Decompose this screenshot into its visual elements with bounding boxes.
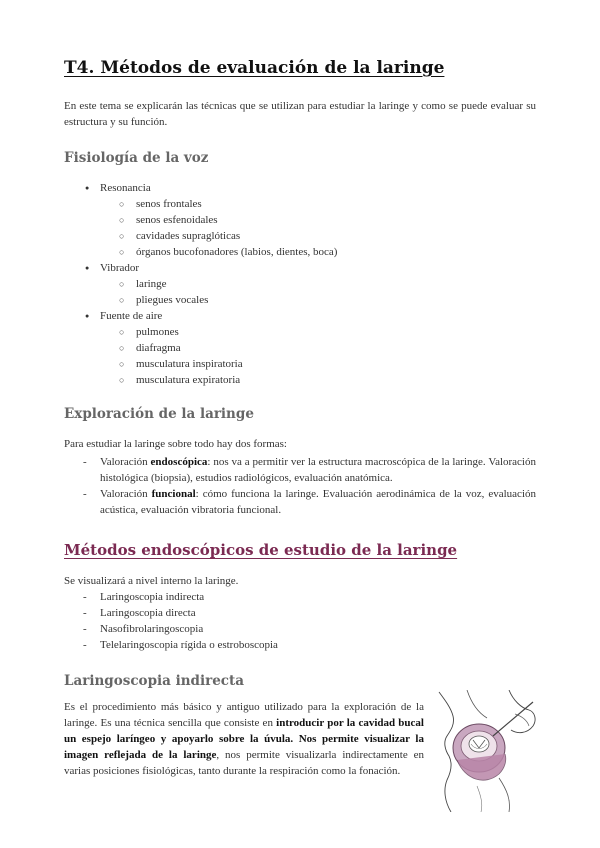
list-item: ○ senos esfenoidales xyxy=(136,212,218,228)
list-item: ● Vibrador xyxy=(100,260,139,276)
list-item: ● Resonancia xyxy=(100,180,151,196)
section-heading-exploracion: Exploración de la laringe xyxy=(64,406,254,422)
list-item: ○ senos frontales xyxy=(136,196,202,212)
list-item: ○ laringe xyxy=(136,276,167,292)
laryngoscopy-illustration xyxy=(437,690,537,812)
list-item: ○ pulmones xyxy=(136,324,179,340)
metodos-lead: Se visualizará a nivel interno la laringe. xyxy=(64,575,239,587)
list-item: ● Fuente de aire xyxy=(100,308,162,324)
list-item: ○ diafragma xyxy=(136,340,181,356)
list-item: - Laringoscopia directa xyxy=(100,605,536,621)
section-heading-laringoscopia-indirecta: Laringoscopia indirecta xyxy=(64,673,244,689)
list-item: - Nasofibrolaringoscopia xyxy=(100,621,536,637)
exploracion-lead: Para estudiar la laringe sobre todo hay dos formas: xyxy=(64,438,287,450)
intro-paragraph: En este tema se explicarán las técnicas que se utilizan para estudiar la laringe y como se puede evaluar su estructura y su función. xyxy=(64,100,536,128)
list-item: - Telelaringoscopia rígida o estroboscopia xyxy=(100,637,536,653)
list-item: ○ órganos bucofonadores (labios, dientes, boca) xyxy=(136,244,337,260)
list-item: ○ musculatura expiratoria xyxy=(136,372,240,388)
list-item: ○ pliegues vocales xyxy=(136,292,208,308)
list-item: - Valoración endoscópica: nos va a permitir ver la estructura macroscópica de la laringe. Valoración histológica (biopsia), estudios radiológicos, evaluación anatómica. xyxy=(100,454,536,486)
list-item: ○ cavidades supraglóticas xyxy=(136,228,240,244)
section-heading-fisiologia: Fisiología de la voz xyxy=(64,150,209,166)
page-title: T4. Métodos de evaluación de la laringe xyxy=(64,58,445,78)
laringoscopia-paragraph: Es el procedimiento más básico y antiguo utilizado para la exploración de la laringe. Es una técnica sencilla que consiste en introducir por la cavidad bucal un espejo laríngeo y apoyarlo sobre la úvula. Nos permite visualizar la imagen reflejada de la laringe, nos permite visualizarla indirectamente en varias posiciones fisiológicas, tanto durante la respiración como la fonación. xyxy=(64,701,425,777)
section-heading-metodos-endoscopicos: Métodos endoscópicos de estudio de la laringe xyxy=(64,541,458,559)
list-item: - Valoración funcional: cómo funciona la laringe. Evaluación aerodinámica de la voz, evaluación acústica, evaluación vibratoria funcional. xyxy=(100,486,536,518)
list-item: ○ musculatura inspiratoria xyxy=(136,356,243,372)
list-item: - Laringoscopia indirecta xyxy=(100,589,536,605)
